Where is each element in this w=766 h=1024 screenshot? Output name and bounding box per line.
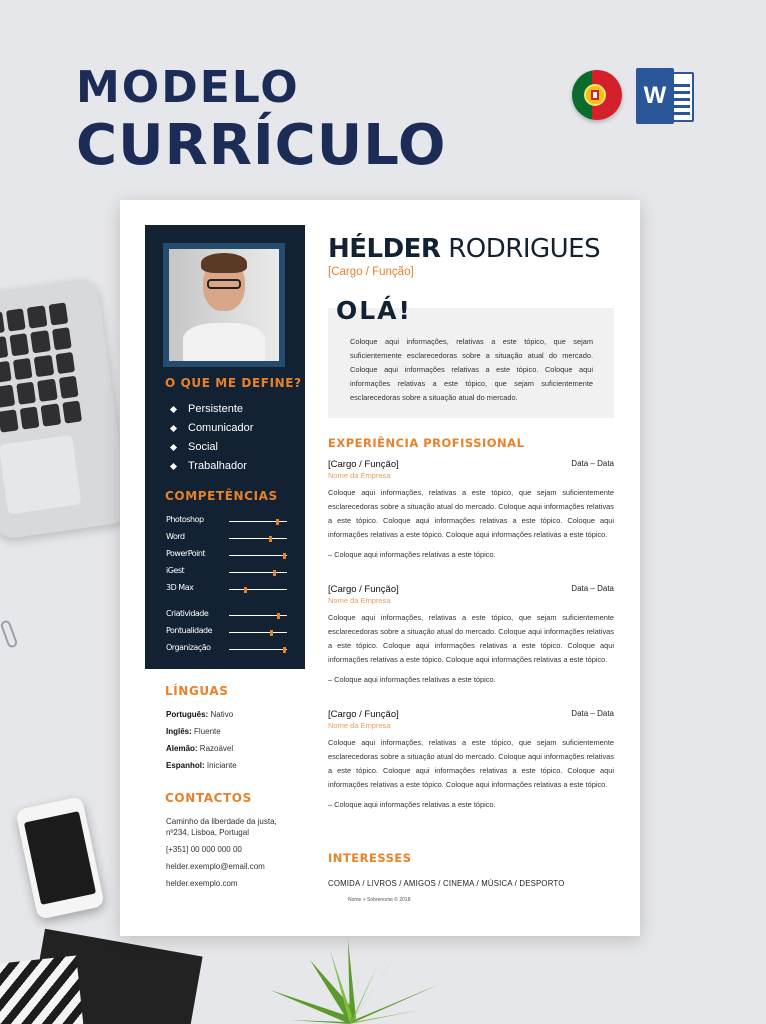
skill-level-marker xyxy=(270,630,273,636)
skill-row: PowerPoint xyxy=(165,547,289,564)
hero-title xyxy=(76,62,447,178)
skill-row: Criatividade xyxy=(165,607,289,624)
list-item: Inglês: Fluente xyxy=(166,727,221,736)
diamond-bullet-icon xyxy=(170,463,177,470)
hero-title-line1: MODELO xyxy=(76,62,300,113)
job-entry xyxy=(328,709,614,809)
list-item: Trabalhador xyxy=(171,457,253,476)
hero-title-line2: CURRÍCULO xyxy=(76,113,447,178)
footnote: Nome + Sobrenome © 2018 xyxy=(348,897,411,903)
competencies-heading: COMPETÊNCIAS xyxy=(165,489,278,503)
contact-email[interactable]: helder.exemplo@email.com xyxy=(166,862,265,871)
diamond-bullet-icon xyxy=(170,406,177,413)
diamond-bullet-icon xyxy=(170,444,177,451)
paperclip-image xyxy=(0,619,18,649)
last-name: RODRIGUES xyxy=(448,234,601,264)
profile-photo xyxy=(169,249,279,361)
skill-row: Photoshop xyxy=(165,513,289,530)
resume-sheet xyxy=(120,200,640,936)
list-item: Social xyxy=(171,438,253,457)
word-letter: W xyxy=(636,68,674,124)
contact-address: Caminho da liberdade da justa, nº234, Lisboa, Portugal xyxy=(166,817,277,837)
contact-website[interactable]: helder.exemplo.com xyxy=(166,879,238,888)
list-item: Português: Nativo xyxy=(166,710,234,719)
profile-photo-frame xyxy=(163,243,285,367)
job-date: Data – Data xyxy=(571,584,614,593)
list-item: Persistente xyxy=(171,400,253,419)
job-date: Data – Data xyxy=(571,459,614,468)
skill-level-marker xyxy=(269,536,272,542)
skill-level-marker xyxy=(244,587,247,593)
intro-text: Coloque aqui informações, relativas a este tópico, que sejam suficientemente esclarecedoras sobre a situação atual do mercado. Coloque aqui informações relativas a este tópico. Coloque aqui informações relativas a este tópico, que sejam suficientemente esclarecedoras sobre a situação atual do mercado. xyxy=(350,337,593,402)
define-heading: O QUE ME DEFINE? xyxy=(165,376,302,390)
skill-row: iGest xyxy=(165,564,289,581)
skill-level-marker xyxy=(283,553,286,559)
languages-list xyxy=(166,710,237,778)
skills-list xyxy=(165,513,289,658)
languages-heading: LÍNGUAS xyxy=(165,684,229,698)
full-name xyxy=(328,234,600,264)
skill-level-marker xyxy=(273,570,276,576)
skill-row: Pontualidade xyxy=(165,624,289,641)
skill-row: Organização xyxy=(165,641,289,658)
job-bullet: – Coloque aqui informações relativas a este tópico. xyxy=(328,800,496,809)
job-date: Data – Data xyxy=(571,709,614,718)
plant-image xyxy=(250,940,450,1024)
job-description: Coloque aqui informações, relativas a este tópico, que sejam suficientemente esclarecedoras sobre a situação atual do mercado. Coloque aqui informações relativas a este tópico. Coloque aqui informações relativas a este tópico. Coloque aqui informações relativas a este tópico. Coloque aqui informações relativas a este tópico. xyxy=(328,613,614,664)
contact-phone: [+351] 00 000 000 00 xyxy=(166,845,242,854)
skill-level-marker xyxy=(277,613,280,619)
contacts-heading: CONTACTOS xyxy=(165,791,252,805)
skill-level-marker xyxy=(283,647,286,653)
job-company: Nome da Empresa xyxy=(328,721,391,730)
striped-box-image xyxy=(0,955,83,1024)
skill-level-marker xyxy=(276,519,279,525)
job-description: Coloque aqui informações, relativas a este tópico, que sejam suficientemente esclarecedoras sobre a situação atual do mercado. Coloque aqui informações relativas a este tópico. Coloque aqui informações relativas a este tópico. Coloque aqui informações relativas a este tópico. Coloque aqui informações relativas a este tópico. xyxy=(328,738,614,789)
experience-heading: EXPERIÊNCIA PROFISSIONAL xyxy=(328,436,525,450)
interests-heading: INTERESSES xyxy=(328,851,412,865)
job-role: [Cargo / Função] xyxy=(328,584,399,595)
portugal-flag-icon xyxy=(572,70,622,120)
job-role: [Cargo / Função] xyxy=(328,709,399,720)
list-item: Comunicador xyxy=(171,419,253,438)
list-item: Alemão: Razoável xyxy=(166,744,234,753)
skill-row: 3D Max xyxy=(165,581,289,598)
interests-text: COMIDA / LIVROS / AMIGOS / CINEMA / MÚSICA / DESPORTO xyxy=(328,879,565,888)
skill-row: Word xyxy=(165,530,289,547)
intro-heading: OLÁ! xyxy=(336,296,412,325)
job-company: Nome da Empresa xyxy=(328,596,391,605)
smartphone-image xyxy=(15,796,105,920)
job-title: [Cargo / Função] xyxy=(328,266,414,278)
list-item: Espanhol: Iniciante xyxy=(166,761,237,770)
define-list xyxy=(171,400,253,476)
job-bullet: – Coloque aqui informações relativas a este tópico. xyxy=(328,675,496,684)
job-description: Coloque aqui informações, relativas a este tópico, que sejam suficientemente esclarecedoras sobre a situação atual do mercado. Coloque aqui informações relativas a este tópico. Coloque aqui informações relativas a este tópico. Coloque aqui informações relativas a este tópico. Coloque aqui informações relativas a este tópico. xyxy=(328,488,614,539)
job-entry xyxy=(328,584,614,684)
job-company: Nome da Empresa xyxy=(328,471,391,480)
diamond-bullet-icon xyxy=(170,425,177,432)
laptop-image xyxy=(0,278,130,540)
contacts-block xyxy=(166,816,286,895)
first-name: HÉLDER xyxy=(328,234,441,264)
word-document-icon xyxy=(636,68,694,124)
job-role: [Cargo / Função] xyxy=(328,459,399,470)
sidebar-panel xyxy=(145,225,305,669)
job-entry xyxy=(328,459,614,559)
job-bullet: – Coloque aqui informações relativas a este tópico. xyxy=(328,550,496,559)
